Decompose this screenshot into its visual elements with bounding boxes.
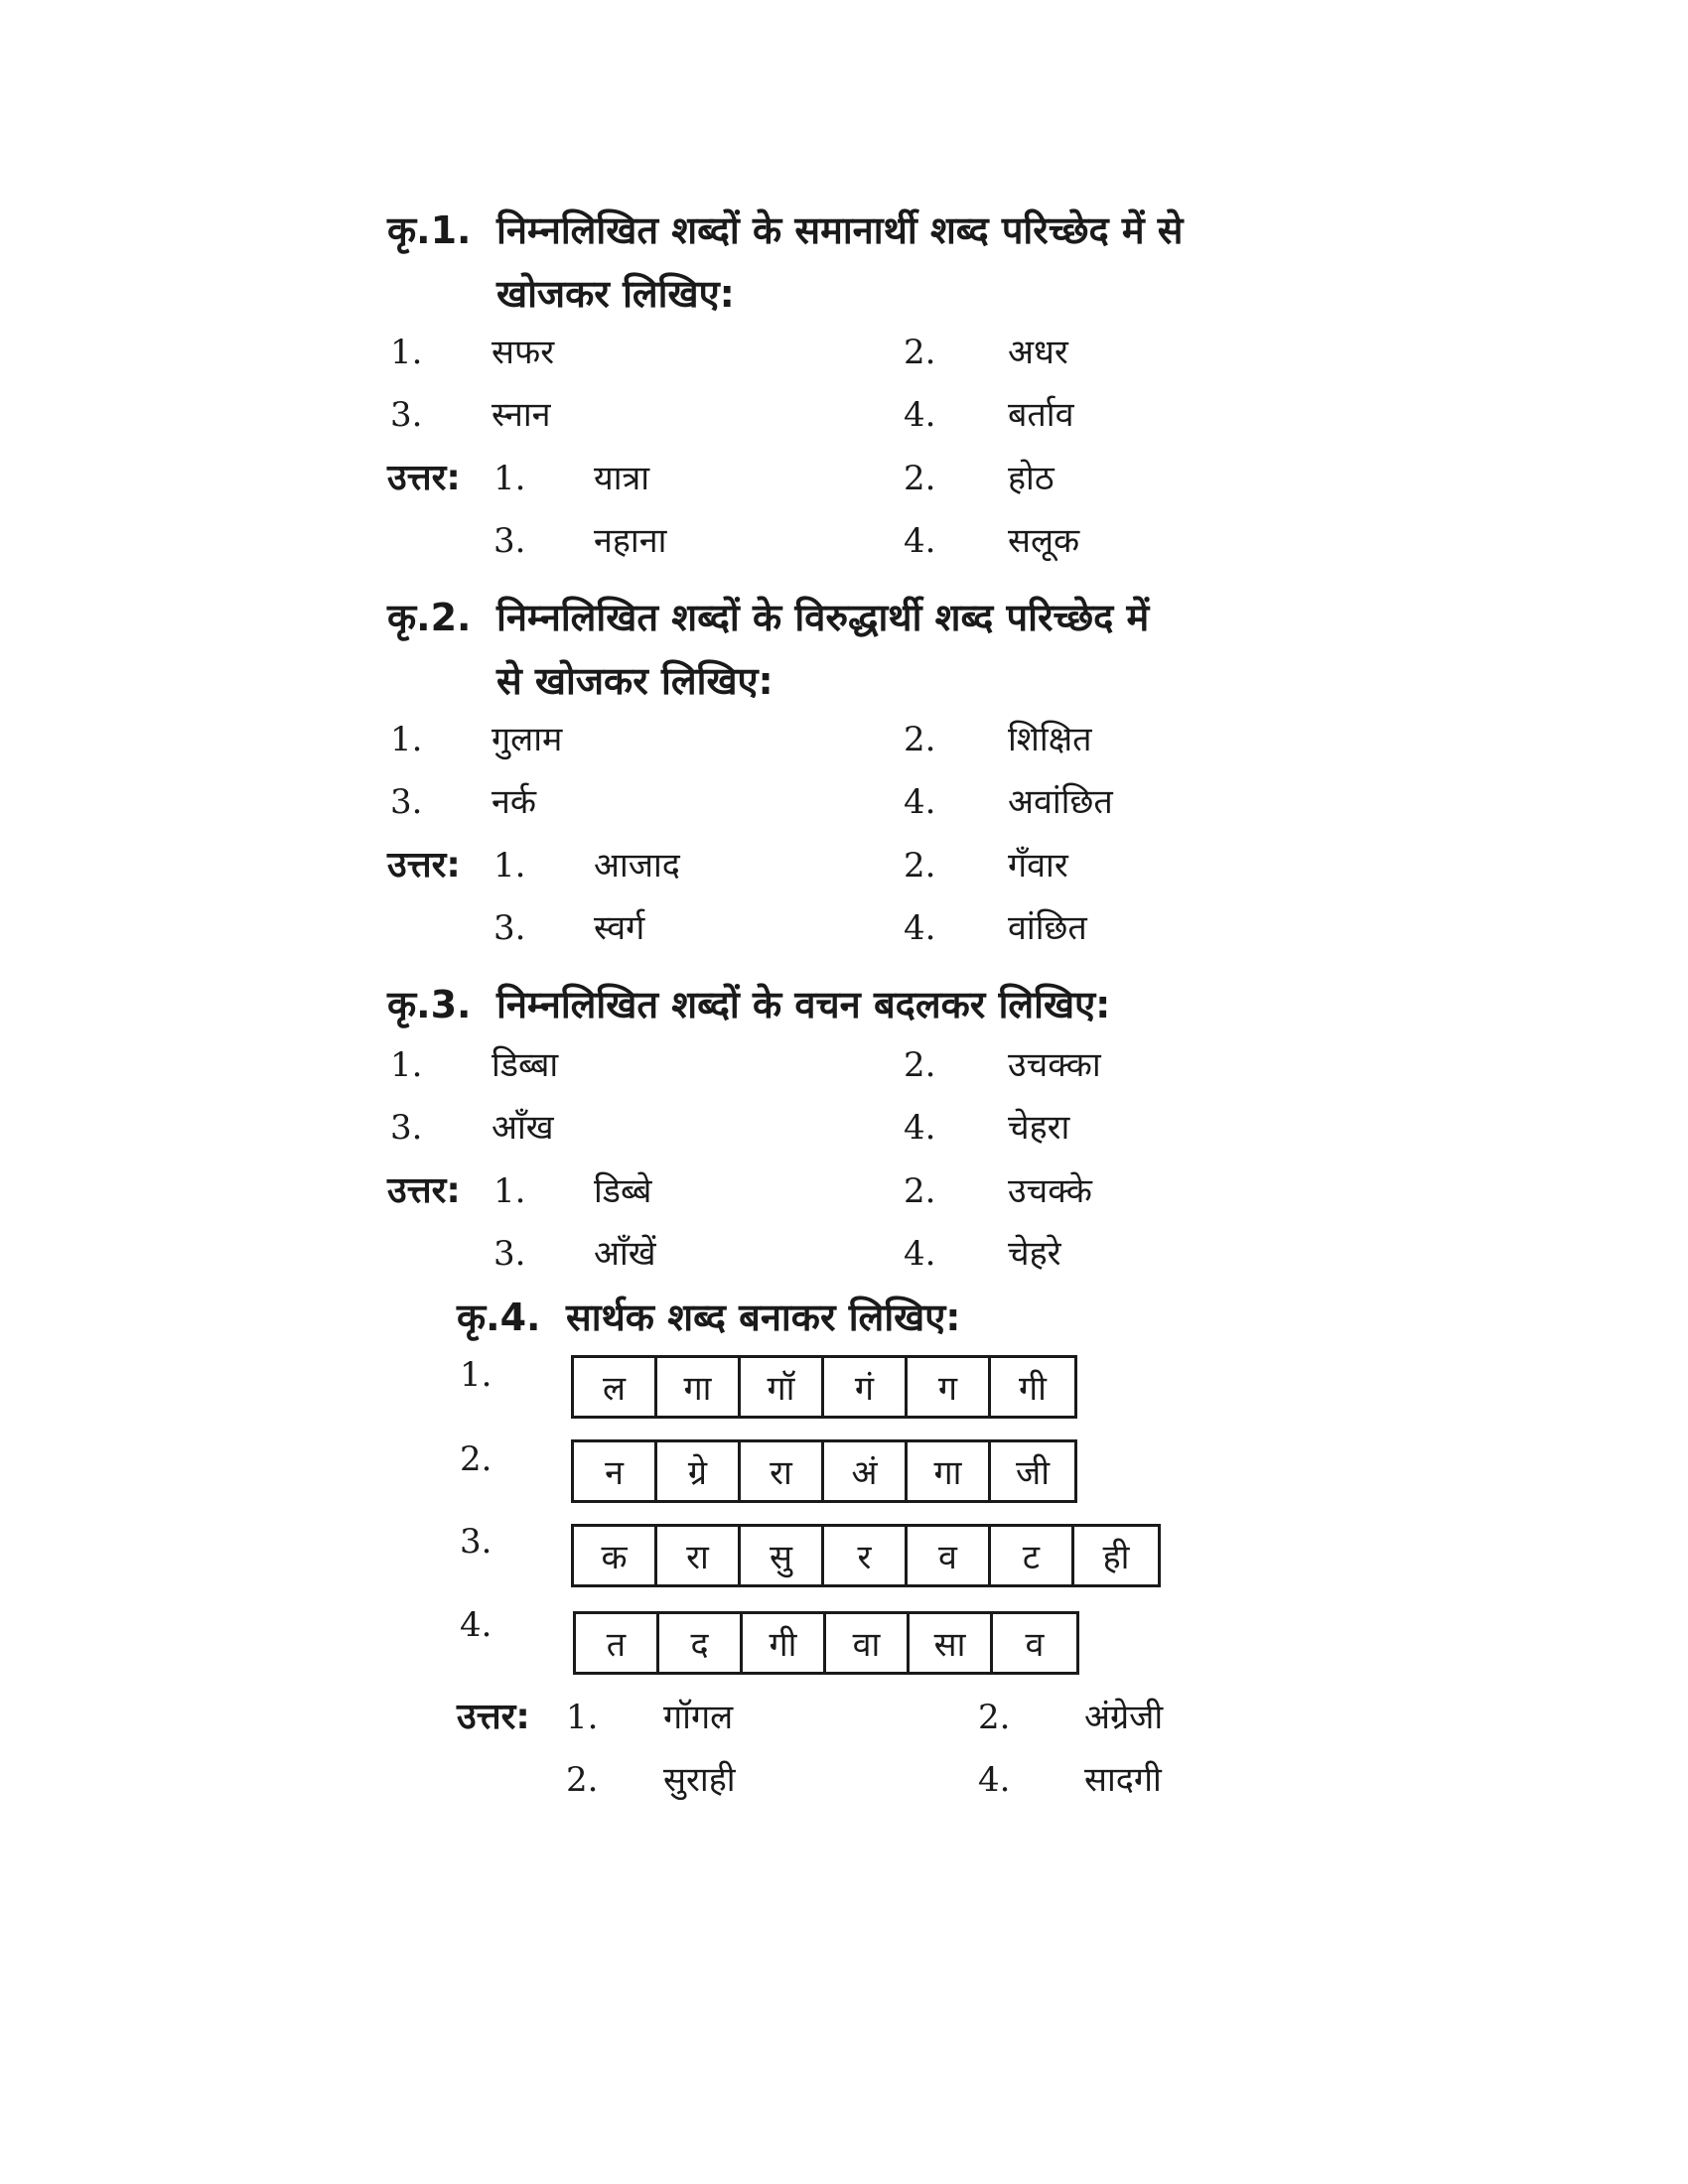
q1-item-num: 4. bbox=[904, 395, 936, 435]
q4-answer-num: 2. bbox=[978, 1698, 1011, 1737]
q2-answer-num: 1. bbox=[493, 846, 526, 886]
q4-puzzle-num: 2. bbox=[460, 1439, 492, 1479]
letter-grid-4 bbox=[573, 1611, 1079, 1675]
letter-grid-1 bbox=[571, 1355, 1077, 1419]
q3-answer-label: उत्तर: bbox=[387, 1170, 461, 1211]
letter-box: व bbox=[908, 1527, 991, 1584]
q3-answer-num: 1. bbox=[493, 1171, 526, 1211]
letter-box: सा bbox=[910, 1614, 993, 1672]
q4-heading bbox=[457, 1286, 1400, 1349]
q2-answer-word: आजाद bbox=[594, 846, 680, 886]
q4-answer-word: गॉगल bbox=[663, 1698, 734, 1737]
letter-box: त bbox=[576, 1614, 659, 1672]
letter-box: रा bbox=[657, 1527, 741, 1584]
q1-answer-num: 3. bbox=[493, 521, 526, 561]
q2-item-word: नर्क bbox=[492, 782, 536, 822]
q1-number: कृ.1. bbox=[387, 208, 472, 252]
q2-answer-word: गँवार bbox=[1008, 846, 1068, 886]
q3-item-word: उचक्का bbox=[1008, 1045, 1101, 1085]
q1-answer-word: होठ bbox=[1008, 459, 1055, 498]
letter-box: क bbox=[574, 1527, 657, 1584]
letter-box: गी bbox=[743, 1614, 826, 1672]
q3-answer-word: चेहरे bbox=[1008, 1234, 1061, 1274]
letter-box: द bbox=[659, 1614, 743, 1672]
letter-box: जी bbox=[1015, 1453, 1051, 1493]
q2-answer-num: 2. bbox=[904, 846, 936, 886]
letter-grid-2 bbox=[571, 1439, 1077, 1503]
q1-item-word: बर्ताव bbox=[1008, 395, 1074, 435]
q3-heading bbox=[387, 973, 1331, 1036]
q1-answer-word: यात्रा bbox=[594, 459, 650, 498]
q2-item-word: शिक्षित bbox=[1008, 720, 1092, 759]
q2-answer-label: उत्तर: bbox=[387, 845, 461, 886]
q4-puzzle-num: 4. bbox=[460, 1605, 492, 1645]
q4-number: कृ.4. bbox=[457, 1296, 541, 1339]
q3-answer-word: डिब्बे bbox=[594, 1171, 652, 1211]
q1-text-line2: खोजकर लिखिए: bbox=[496, 272, 735, 316]
letter-box: ट bbox=[991, 1527, 1074, 1584]
q2-item-word: गुलाम bbox=[492, 720, 563, 759]
q4-puzzle-num: 1. bbox=[460, 1355, 492, 1395]
q2-item-num: 1. bbox=[390, 720, 423, 759]
q1-text-line1: निम्नलिखित शब्दों के समानार्थी शब्द परिच्छेद में से bbox=[496, 208, 1184, 252]
q2-answer-word: स्वर्ग bbox=[594, 908, 645, 948]
q3-item-word: आँख bbox=[492, 1108, 554, 1148]
letter-box: ही bbox=[1102, 1538, 1130, 1577]
q3-item-word: चेहरा bbox=[1008, 1108, 1070, 1148]
letter-box: ग bbox=[908, 1358, 991, 1416]
q1-item-num: 3. bbox=[390, 395, 423, 435]
q3-number: कृ.3. bbox=[387, 983, 472, 1026]
q3-item-num: 2. bbox=[904, 1045, 936, 1085]
q2-item-num: 4. bbox=[904, 782, 936, 822]
letter-box: र bbox=[824, 1527, 908, 1584]
letter-box: रा bbox=[741, 1442, 824, 1500]
q2-answer-word: वांछित bbox=[1008, 908, 1087, 948]
q2-item-word: अवांछित bbox=[1008, 782, 1113, 822]
q1-item-word: सफर bbox=[492, 333, 555, 372]
q3-answer-num: 3. bbox=[493, 1234, 526, 1274]
letter-box: गा bbox=[908, 1442, 991, 1500]
q2-text-line1: निम्नलिखित शब्दों के विरुद्धार्थी शब्द परिच्छेद में bbox=[496, 596, 1150, 639]
letter-box: गं bbox=[824, 1358, 908, 1416]
q3-answer-word: उचक्के bbox=[1008, 1171, 1092, 1211]
q1-answer-num: 4. bbox=[904, 521, 936, 561]
q1-item-num: 1. bbox=[390, 333, 423, 372]
q1-answer-word: सलूक bbox=[1008, 521, 1080, 561]
letter-box: गॉ bbox=[741, 1358, 824, 1416]
q1-answer-label: उत्तर: bbox=[387, 458, 461, 498]
letter-box: ल bbox=[574, 1358, 657, 1416]
q4-text-line1: सार्थक शब्द बनाकर लिखिए: bbox=[566, 1296, 961, 1339]
q2-answer-num: 4. bbox=[904, 908, 936, 948]
q3-item-num: 1. bbox=[390, 1045, 423, 1085]
q4-puzzle-num: 3. bbox=[460, 1522, 492, 1562]
q4-answer-word: अंग्रेजी bbox=[1084, 1698, 1164, 1737]
q2-item-num: 3. bbox=[390, 782, 423, 822]
q4-answer-num: 4. bbox=[978, 1760, 1011, 1800]
q4-answer-num: 1. bbox=[566, 1698, 599, 1737]
q3-item-word: डिब्बा bbox=[492, 1045, 559, 1085]
q2-item-num: 2. bbox=[904, 720, 936, 759]
q3-answer-word: आँखें bbox=[594, 1234, 656, 1274]
q3-answer-num: 2. bbox=[904, 1171, 936, 1211]
q3-item-num: 3. bbox=[390, 1108, 423, 1148]
q3-text-line1: निम्नलिखित शब्दों के वचन बदलकर लिखिए: bbox=[496, 983, 1111, 1026]
letter-grid-3 bbox=[571, 1524, 1161, 1587]
q4-answer-word: सुराही bbox=[663, 1760, 736, 1800]
letter-box: गा bbox=[657, 1358, 741, 1416]
q3-answer-num: 4. bbox=[904, 1234, 936, 1274]
q1-item-num: 2. bbox=[904, 333, 936, 372]
q4-answer-label: उत्तर: bbox=[457, 1697, 530, 1737]
letter-box: सु bbox=[741, 1527, 824, 1584]
q1-item-word: अधर bbox=[1008, 333, 1068, 372]
q4-answer-word: सादगी bbox=[1084, 1760, 1162, 1800]
letter-box: गी bbox=[1019, 1369, 1047, 1409]
q2-heading bbox=[387, 586, 1331, 713]
q2-number: कृ.2. bbox=[387, 596, 472, 639]
q2-text-line2: से खोजकर लिखिए: bbox=[496, 659, 774, 703]
letter-box: व bbox=[1025, 1625, 1045, 1665]
letter-box: ग्रे bbox=[657, 1442, 741, 1500]
q1-answer-num: 1. bbox=[493, 459, 526, 498]
q2-answer-num: 3. bbox=[493, 908, 526, 948]
q1-answer-num: 2. bbox=[904, 459, 936, 498]
q4-answer-num: 2. bbox=[566, 1760, 599, 1800]
letter-box: वा bbox=[826, 1614, 910, 1672]
q3-item-num: 4. bbox=[904, 1108, 936, 1148]
q1-heading bbox=[387, 199, 1331, 326]
q1-item-word: स्नान bbox=[492, 395, 551, 435]
letter-box: अं bbox=[824, 1442, 908, 1500]
letter-box: न bbox=[574, 1442, 657, 1500]
q1-answer-word: नहाना bbox=[594, 521, 667, 561]
